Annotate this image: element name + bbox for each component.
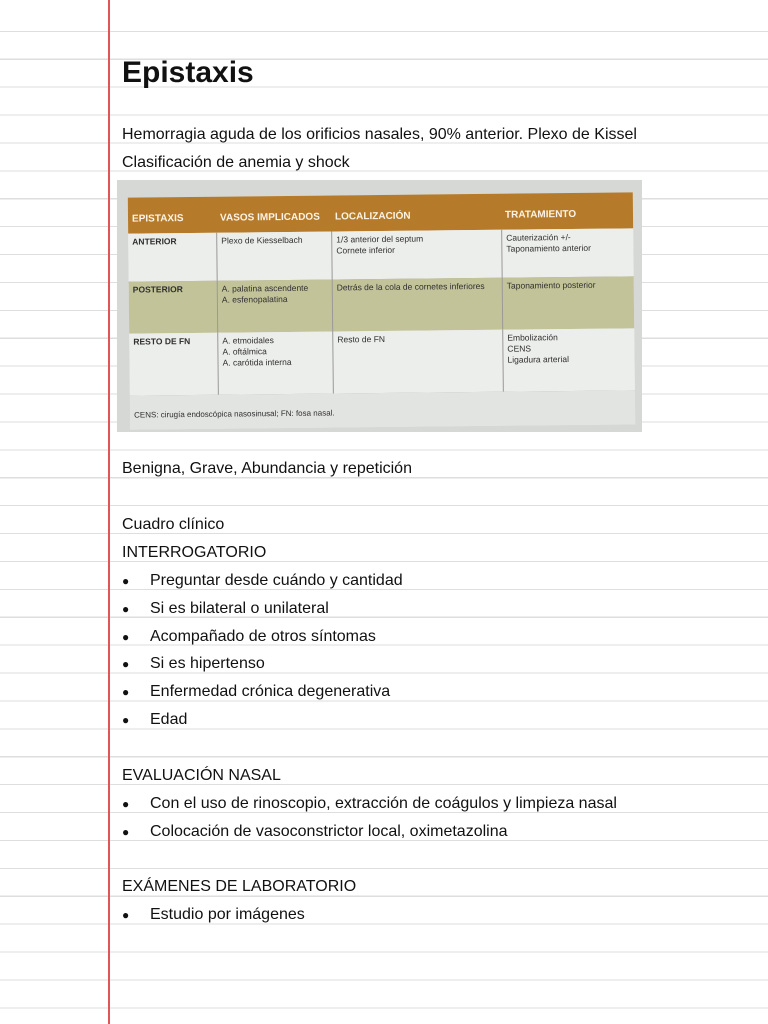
table-cell-treatment <box>502 328 635 391</box>
bullet-icon: ● <box>122 657 130 671</box>
table-cell-vessels <box>217 280 333 333</box>
table-cell-type: POSTERIOR <box>132 284 183 295</box>
clinical-heading: Cuadro clínico <box>122 516 225 533</box>
table-cell-line: Plexo de Kiesselbach <box>221 234 303 246</box>
examenes-heading: EXÁMENES DE LABORATORIO <box>122 878 357 895</box>
list-item-text: Preguntar desde cuándo y cantidad <box>150 572 403 589</box>
intro-line-definition: Hemorragia aguda de los orificios nasales, 90% anterior. Plexo de Kissel <box>122 126 637 143</box>
table-cell-vessels <box>217 332 333 395</box>
table-cell-location <box>331 230 501 280</box>
table-header-cell: TRATAMIENTO <box>504 208 577 221</box>
list-item-text: Edad <box>150 711 188 728</box>
table-cell-line: A. etmoidales <box>222 335 274 346</box>
table-cell-line: Taponamiento anterior <box>506 242 591 254</box>
table-cell-line: A. oftálmica <box>222 346 267 357</box>
table-header-cell: LOCALIZACIÓN <box>334 210 411 223</box>
table-header-cell: EPISTAXIS <box>131 213 184 225</box>
bullet-icon: ● <box>122 602 130 616</box>
table-cell-line: CENS <box>507 343 532 354</box>
bullet-icon: ● <box>122 713 130 727</box>
table-footnote-row <box>130 390 635 429</box>
table-photo <box>117 180 642 432</box>
bullet-icon: ● <box>122 685 130 699</box>
bullet-icon: ● <box>122 630 130 644</box>
table-cell-line: A. carótida interna <box>222 356 292 368</box>
table-footnote: CENS: cirugía endoscópica nasosinusal; FN: fosa nasal. <box>134 408 335 420</box>
table-cell-line: Embolización <box>507 332 558 343</box>
table-cell-line: Ligadura arterial <box>507 354 570 365</box>
page-title: Epistaxis <box>122 56 254 89</box>
epistaxis-table <box>128 192 635 429</box>
list-item-text: Acompañado de otros síntomas <box>150 628 376 645</box>
bullet-icon: ● <box>122 825 130 839</box>
list-item-text: Si es bilateral o unilateral <box>150 600 329 617</box>
table-cell-location <box>332 278 503 332</box>
evaluacion-heading: EVALUACIÓN NASAL <box>122 767 281 784</box>
table-cell-location <box>332 330 503 394</box>
table-cell-type: RESTO DE FN <box>133 336 191 347</box>
table-cell-treatment <box>501 228 633 277</box>
list-item-text: Estudio por imágenes <box>150 906 305 923</box>
table-cell-line: Cauterización +/- <box>506 232 571 243</box>
list-item-text: Colocación de vasoconstrictor local, oximetazolina <box>150 823 508 840</box>
table-row-resto <box>129 328 635 396</box>
bullet-icon: ● <box>122 908 130 922</box>
table-cell-line: Taponamiento posterior <box>506 279 596 291</box>
list-item-text: Si es hipertenso <box>150 655 265 672</box>
table-cell-line: Cornete inferior <box>336 244 396 256</box>
table-cell-type: ANTERIOR <box>132 236 177 247</box>
table-cell-vessels <box>216 232 331 281</box>
table-cell-treatment <box>502 276 635 329</box>
table-cell-line: Resto de FN <box>337 333 386 345</box>
bullet-icon: ● <box>122 574 130 588</box>
table-cell-line: A. esfenopalatina <box>221 293 288 305</box>
bullet-icon: ● <box>122 797 130 811</box>
table-cell-line: 1/3 anterior del septum <box>336 233 424 245</box>
table-header-cell: VASOS IMPLICADOS <box>219 211 320 224</box>
table-cell-line: A. palatina ascendente <box>221 282 309 294</box>
table-row-anterior <box>128 228 633 282</box>
table-header-row <box>128 192 633 233</box>
interrogatorio-heading: INTERROGATORIO <box>122 544 267 561</box>
list-item-text: Con el uso de rinoscopio, extracción de coágulos y limpieza nasal <box>150 795 617 812</box>
margin-line <box>108 0 110 1024</box>
severity-line: Benigna, Grave, Abundancia y repetición <box>122 460 412 477</box>
list-item-text: Enfermedad crónica degenerativa <box>150 683 391 700</box>
table-cell-line: Detrás de la cola de cornetes inferiores <box>336 280 485 293</box>
intro-line-classification: Clasificación de anemia y shock <box>122 154 350 171</box>
table-row-posterior <box>129 276 635 333</box>
